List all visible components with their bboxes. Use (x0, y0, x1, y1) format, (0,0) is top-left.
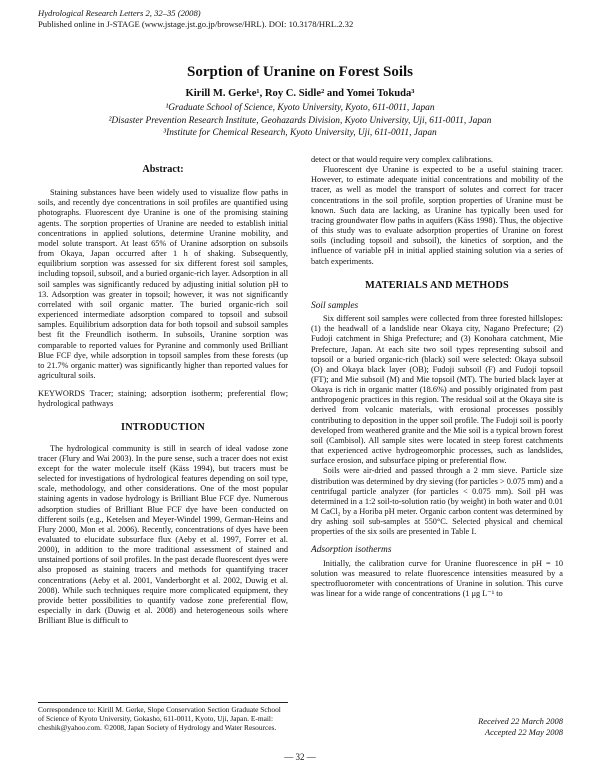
soil-samples-paragraph-2: Soils were air-dried and passed through a 2 mm sieve. Particle size distribution was determined by dry sieving (for particles > 0.075 mm) and a centrifugal particle analyzer (for particles < 0.075 mm). Soil pH was determined in a 1:2 soil-to-solution ratio (by weight) in both water and 0.01 M CaCl₂ by a Horiba pH meter. Organic carbon content was determined by dry ashing soil sub-samples at 550°C. Selected physical and chemical properties of the six soils are presented in Table I. (311, 466, 563, 537)
author-list: Kirill M. Gerke¹, Roy C. Sidle² and Yomei Tokuda³ (185, 88, 415, 99)
received-date: Received 22 March 2008 (478, 716, 563, 726)
soil-samples-paragraph-1: Six different soil samples were collected from three forested hillslopes: (1) the headwall of a landslide near Okaya city, Nagano Prefecture; (2) Fudoji catchment in Shiga Prefecture; and (3) Konohara catchment, Mie Prefecture, Japan. At each site two soil types representing subsoil and topsoil or a buried organic-rich (black) soil were selected: Okaya subsoil (O) and Okaya black layer (OB); Fudoji subsoil (F) and Fudoji topsoil (FT); and Mie subsoil (M) and Mie topsoil (MT). The buried black layer at Okaya is rich in organic matter (18.6%) and possibly originated from past anthropogenic practices in this region. The residual soil at the Okaya site is derived from volcanic materials, with erosional processes possibly contributing to deposition in the upper soil profile. The Fudoji soil is poorly developed from weathered granite and the Mie soil is a typical brown forest soil (Cambisol). All sample sites were located in steep forest catchments that experienced active hydrogeomorphic processes, such as landslides, surface erosion, and subsurface piping or preferential flow. (311, 314, 563, 466)
journal-doi-line: Published online in J-STAGE (www.jstage.jst.go.jp/browse/HRL). DOI: 10.3178/HRL.2.32 (38, 18, 354, 29)
journal-header (38, 8, 353, 29)
adsorption-isotherms-paragraph: Initially, the calibration curve for Uranine fluorescence in pH = 10 solution was measured to relate fluorescence intensities measured by a spectrofluorometer with concentrations of Uranine in solution. This curve was linear for a wide range of concentrations (1 μg L⁻¹ to (311, 558, 563, 599)
introduction-heading: INTRODUCTION (121, 422, 205, 434)
affiliations (0, 102, 600, 140)
methods-heading: MATERIALS AND METHODS (365, 279, 509, 291)
affiliation-1: ¹Graduate School of Science, Kyoto University, Kyoto, 611-0011, Japan (165, 103, 435, 113)
abstract-text: Staining substances have been widely used to visualize flow paths in soils, and recently dye concentrations in soil profiles are quantified using photographs. Fluorescent dye Uranine is one of the promising staining agents. The sorption properties of Uranine are needed to establish initial concentrations in applied solutions, determine Uranine mobility, and model solute transport. At least 65% of Uranine adsorption on subsoils from Okaya, Japan occurred after 1 h of shaking. Subsequently, equilibrium sorption was assessed for six different forest soil samples, including topsoil, subsoil, and a buried organic-rich layer. Adsorption in all soil samples was significantly reduced by adjusting initial solution pH to 13. Adsorption was greater in topsoil; however, it was not significantly correlated with soil organic matter. The buried organic-rich soil experienced intermediate adsorption compared to topsoil and subsoil samples. Equilibrium adsorption data for both topsoil and subsoil samples best fit the Freundlich isotherm. In subsoils, Uranine sorption was comparable to reported values for Pyranine and commonly used Brilliant Blue FCF dye, while adsorption in topsoil samples from these forests (up to 21.7% organic matter) was significantly higher than reported values for agricultural soils. (38, 188, 288, 380)
intro-continuation: detect or that would require very complex calibrations. (311, 155, 494, 164)
right-column (311, 155, 563, 599)
accepted-date: Accepted 22 May 2008 (484, 726, 563, 737)
received-dates (420, 716, 563, 737)
affiliation-2: ²Disaster Prevention Research Institute, Geohazards Division, Kyoto University, Uji, 611-0011, Japan (108, 115, 492, 126)
left-column (38, 165, 288, 626)
soil-samples-heading: Soil samples (311, 300, 359, 311)
journal-citation: Hydrological Research Letters 2, 32–35 (2008) (38, 8, 201, 18)
intro-paragraph-2: Fluorescent dye Uranine is expected to be a useful staining tracer. However, to estimate adequate initial concentrations and mobility of the tracer, as well as model the transport of solutes and correct for tracer concentrations in the soil profile, sorption properties of Uranine must be known. Such data are lacking, as Uranine has typically been used for tracing groundwater flow paths in aquifers (Käss 1998). Thus, the objective of this study was to evaluate adsorption properties of Uranine on forest soils (including topsoil and subsoil), the kinetics of sorption, and the influence of variable pH in initial applied staining solution via a series of batch experiments. (311, 165, 563, 266)
keywords: KEYWORDS Tracer; staining; adsorption isotherm; preferential flow; hydrological pathways (38, 389, 288, 409)
affiliation-3: ³Institute for Chemical Research, Kyoto University, Uji, 611-0011, Japan (163, 128, 437, 138)
correspondence-footnote: Correspondence to: Kirill M. Gerke, Slope Conservation Section Graduate School of Science of Kyoto University, Gokasho, 611-0011, Kyoto, Uji, Japan. E-mail: cheshik@yahoo.com. ©2008, Japan Society of Hydrology and Water Resources. (38, 702, 288, 732)
page-number: — 32 — (284, 752, 316, 762)
paper-title: Sorption of Uranine on Forest Soils (187, 64, 413, 80)
adsorption-isotherms-heading: Adsorption isotherms (311, 545, 392, 556)
introduction-text: The hydrological community is still in search of ideal vadose zone tracer (Flury and Wai 2003). In the pure sense, such a tracer does not exist except for the water molecule itself (Käss 1994), but tracers must be selected for investigations of hydrological features depending on soil type, scale, methodology, and other considerations. One of the most popular staining agents in vadose hydrology is Brilliant Blue FCF dye. Numerous adsorption studies of Brilliant Blue FCF dye have been conducted on different soils (e.g., Ketelsen and Meyer-Windel 1999, German-Heins and Flury 2000, Mon et al. 2006). Recently, concentrations of dyes have been evaluated to elucidate subsurface flux (Aeby et al. 1997, Forrer et al. 2000), in addition to the more traditional assessment of stained and unstained portions of soil profiles. In the past decade fluorescent dyes were also proposed as staining tracers and methods for quantifying tracer concentrations (Aeby et al. 2001, Vanderborght et al. 2002, Duwig et al. 2008). While such techniques require more complicated equipment, they provide better possibilities to quantify vadose zone preferential flow, especially in dark (Duwig et al. 2008) and heterogeneous soils where Brilliant Blue is difficult to (38, 443, 288, 626)
abstract-heading: Abstract: (142, 164, 184, 175)
